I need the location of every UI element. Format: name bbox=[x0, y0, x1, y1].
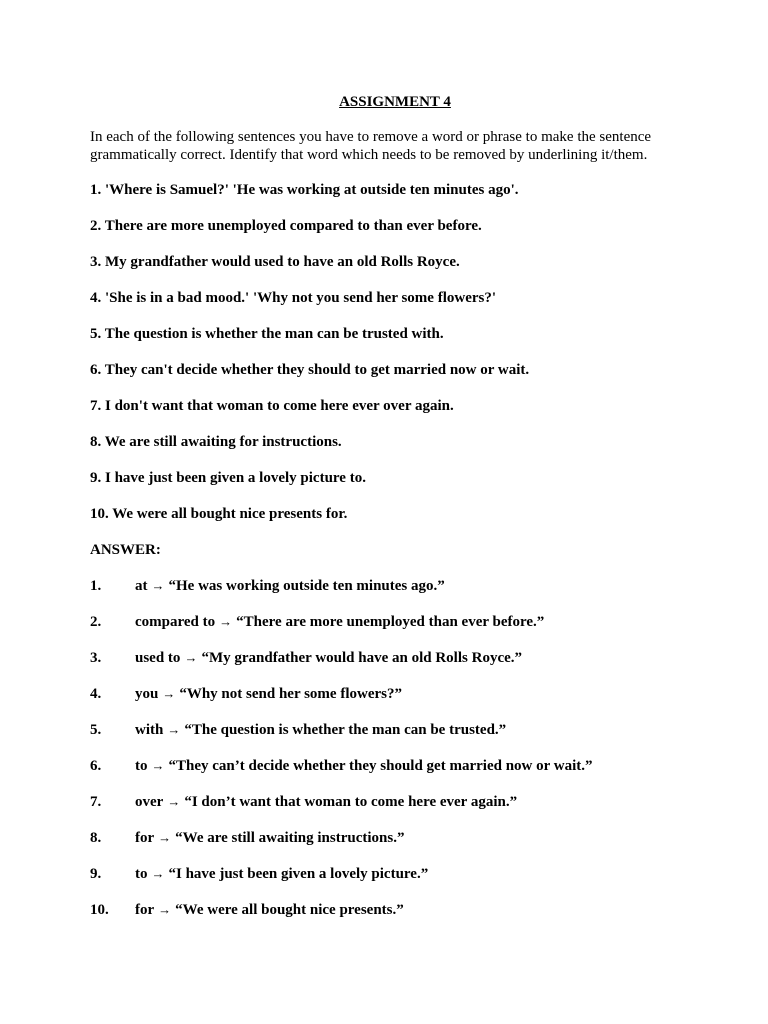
question-item: 4. 'She is in a bad mood.' 'Why not you send her some flowers?' bbox=[90, 290, 497, 306]
question-item: 2. There are more unemployed compared to than ever before. bbox=[90, 218, 482, 234]
answer-corrected-sentence: “I have just been given a lovely picture.” bbox=[168, 866, 429, 882]
arrow-icon: → bbox=[158, 902, 172, 917]
question-item: 8. We are still awaiting for instructions. bbox=[90, 434, 342, 450]
answer-corrected-sentence: “The question is whether the man can be trusted.” bbox=[184, 722, 507, 738]
answer-item bbox=[90, 829, 690, 847]
arrow-icon: → bbox=[162, 686, 176, 701]
answer-removed-word: you bbox=[135, 686, 159, 702]
document-page bbox=[90, 93, 690, 937]
answer-corrected-sentence: “He was working outside ten minutes ago.” bbox=[168, 578, 445, 594]
answer-removed-word: for bbox=[135, 902, 155, 918]
answer-removed-word: used to bbox=[135, 650, 181, 666]
answer-removed-word: to bbox=[135, 866, 148, 882]
question-item: 7. I don't want that woman to come here ever over again. bbox=[90, 398, 454, 414]
arrow-icon: → bbox=[167, 722, 181, 737]
answer-number: 6. bbox=[90, 758, 102, 774]
answer-corrected-sentence: “There are more unemployed than ever before.” bbox=[236, 614, 545, 630]
answer-number: 9. bbox=[90, 866, 102, 882]
answer-corrected-sentence: “Why not send her some flowers?” bbox=[179, 686, 402, 702]
arrow-icon: → bbox=[184, 650, 198, 665]
arrow-icon: → bbox=[167, 794, 181, 809]
answer-removed-word: to bbox=[135, 758, 148, 774]
question-item: 6. They can't decide whether they should to get married now or wait. bbox=[90, 362, 530, 378]
answer-number: 2. bbox=[90, 614, 102, 630]
question-item: 1. 'Where is Samuel?' 'He was working at outside ten minutes ago'. bbox=[90, 182, 519, 198]
answer-removed-word: for bbox=[135, 830, 155, 846]
answer-corrected-sentence: “I don’t want that woman to come here ever again.” bbox=[184, 794, 518, 810]
answer-number: 8. bbox=[90, 830, 102, 846]
answer-item bbox=[90, 793, 690, 811]
answer-number: 3. bbox=[90, 650, 102, 666]
answer-heading: ANSWER: bbox=[90, 542, 161, 558]
answer-removed-word: over bbox=[135, 794, 164, 810]
answer-item bbox=[90, 901, 690, 919]
question-item: 10. We were all bought nice presents for. bbox=[90, 506, 348, 522]
answer-item bbox=[90, 649, 690, 667]
arrow-icon: → bbox=[151, 758, 165, 773]
answer-number: 4. bbox=[90, 686, 102, 702]
answer-number: 7. bbox=[90, 794, 102, 810]
question-item: 5. The question is whether the man can be trusted with. bbox=[90, 326, 444, 342]
question-item: 9. I have just been given a lovely picture to. bbox=[90, 470, 366, 486]
answer-removed-word: compared to bbox=[135, 614, 216, 630]
arrow-icon: → bbox=[219, 614, 233, 629]
answer-corrected-sentence: “They can’t decide whether they should get married now or wait.” bbox=[168, 758, 593, 774]
answer-number: 5. bbox=[90, 722, 102, 738]
arrow-icon: → bbox=[151, 866, 165, 881]
arrow-icon: → bbox=[151, 578, 165, 593]
answer-item bbox=[90, 865, 690, 883]
instructions-paragraph: In each of the following sentences you have to remove a word or phrase to make the sentence grammatically correct. Identify that word which needs to be removed by underlining it/them. bbox=[90, 129, 652, 163]
answer-removed-word: with bbox=[135, 722, 164, 738]
answer-list bbox=[90, 577, 690, 919]
answer-corrected-sentence: “My grandfather would have an old Rolls Royce.” bbox=[201, 650, 523, 666]
question-list bbox=[90, 181, 690, 523]
answer-item bbox=[90, 613, 690, 631]
arrow-icon: → bbox=[158, 830, 172, 845]
answer-item bbox=[90, 721, 690, 739]
answer-number: 1. bbox=[90, 578, 102, 594]
answer-item bbox=[90, 577, 690, 595]
answer-corrected-sentence: “We were all bought nice presents.” bbox=[175, 902, 404, 918]
answer-item bbox=[90, 757, 690, 775]
answer-corrected-sentence: “We are still awaiting instructions.” bbox=[175, 830, 405, 846]
answer-removed-word: at bbox=[135, 578, 148, 594]
answer-number: 10. bbox=[90, 902, 109, 918]
question-item: 3. My grandfather would used to have an old Rolls Royce. bbox=[90, 254, 460, 270]
page-title: ASSIGNMENT 4 bbox=[339, 94, 451, 110]
answer-item bbox=[90, 685, 690, 703]
